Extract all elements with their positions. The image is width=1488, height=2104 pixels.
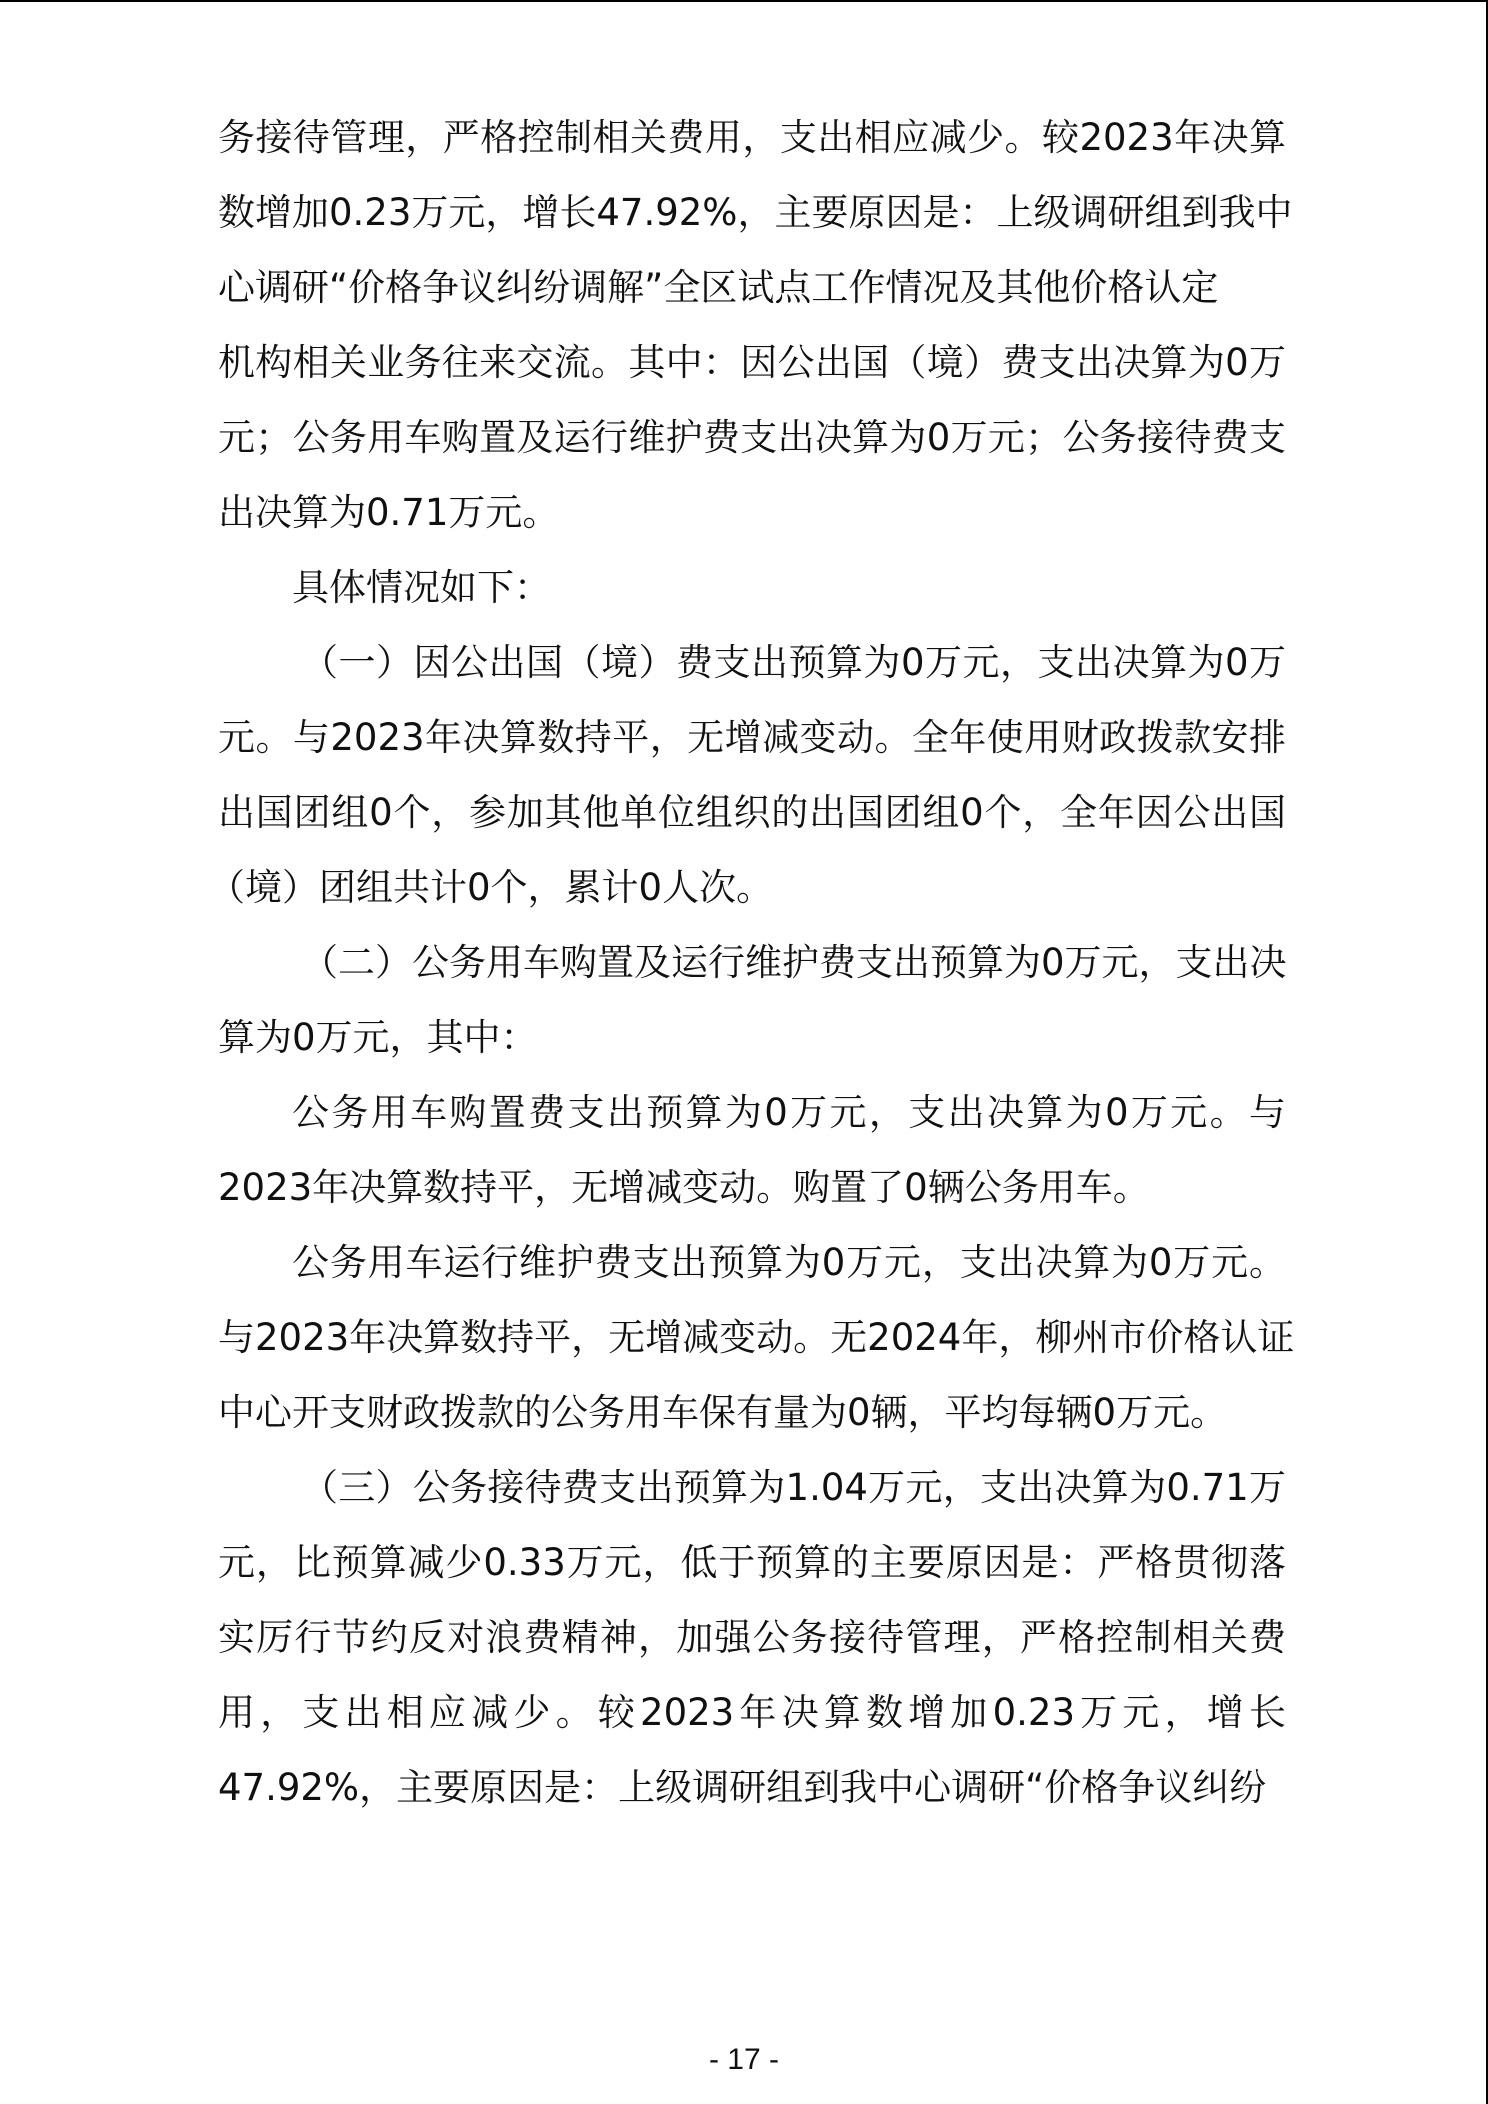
text-line: 元，比预算减少0.33万元，低于预算的主要原因是：严格贯彻落 — [218, 1541, 1286, 1584]
text-line: 出国团组0个，参加其他单位组织的出国团组0个，全年因公出国 — [218, 791, 1286, 834]
text-line: 出决算为0.71万元。 — [218, 491, 560, 534]
text-line: （境）团组共计0个，累计0人次。 — [208, 866, 774, 909]
text-line: 中心开支财政拨款的公务用车保有量为0辆，平均每辆0万元。 — [218, 1391, 1228, 1434]
text-line: 机构相关业务往来交流。其中：因公出国（境）费支出决算为0万 — [218, 341, 1286, 384]
text-line: （三）公务接待费支出预算为1.04万元，支出决算为0.71万 — [301, 1466, 1286, 1509]
text-line: 47.92%，主要原因是：上级调研组到我中心调研“价格争议纠纷 — [218, 1766, 1267, 1809]
body-text — [208, 100, 1295, 1825]
text-line: 具体情况如下： — [292, 566, 551, 609]
page-number: - 17 - — [708, 2043, 780, 2076]
text-line: （一）因公出国（境）费支出预算为0万元，支出决算为0万 — [301, 641, 1286, 684]
text-line: 与2023年决算数持平，无增减变动。无2024年，柳州市价格认证 — [218, 1316, 1295, 1359]
text-line: 算为0万元，其中： — [218, 1016, 538, 1059]
text-line: 公务用车购置费支出预算为0万元，支出决算为0万元。与 — [292, 1091, 1286, 1134]
text-line: 心调研“价格争议纠纷调解”全区试点工作情况及其他价格认定 — [218, 266, 1219, 309]
text-line: 务接待管理，严格控制相关费用，支出相应减少。较2023年决算 — [218, 116, 1286, 159]
text-line: 用，支出相应减少。较2023年决算数增加0.23万元，增长 — [218, 1691, 1286, 1734]
text-line: 数增加0.23万元，增长47.92%，主要原因是：上级调研组到我中 — [218, 191, 1293, 234]
text-line: 元。与2023年决算数持平，无增减变动。全年使用财政拨款安排 — [218, 716, 1286, 759]
text-line: 实厉行节约反对浪费精神，加强公务接待管理，严格控制相关费 — [218, 1616, 1286, 1659]
text-line: 元；公务用车购置及运行维护费支出决算为0万元；公务接待费支 — [218, 416, 1286, 459]
text-line: （二）公务用车购置及运行维护费支出预算为0万元，支出决 — [301, 941, 1287, 984]
text-line: 2023年决算数持平，无增减变动。购置了0辆公务用车。 — [218, 1166, 1150, 1209]
text-line: 公务用车运行维护费支出预算为0万元，支出决算为0万元。 — [292, 1241, 1286, 1284]
